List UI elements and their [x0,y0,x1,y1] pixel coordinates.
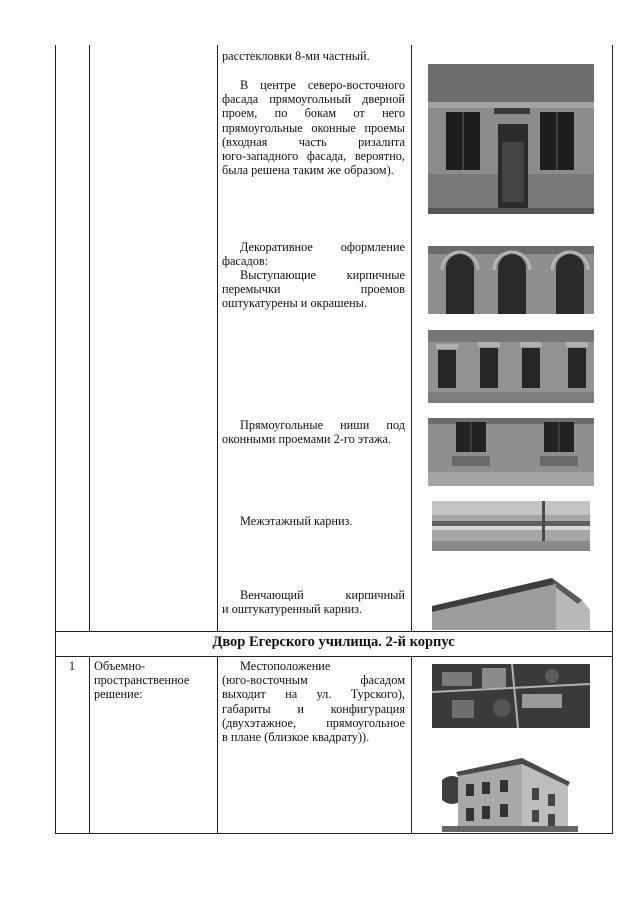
arched-windows-photo [428,246,594,314]
crowning-cornice-photo [432,570,590,630]
column-divider-3b [411,656,412,834]
facade-entrance-photo [428,64,594,214]
feature-label: Объемно- пространственное решение: [94,659,190,702]
window-niches-photo [428,418,594,486]
column-divider-2 [217,45,218,631]
window-lintels-photo [428,330,594,403]
paragraph-lintels: Выступающие кирпичные перемычки проемов оштукатурены и окрашены. [222,268,405,311]
paragraph-decoration: Декоративное оформление фасадов: [222,240,405,269]
table-border-bottom [55,833,613,834]
paragraph-glazing: расстекловки 8-ми частный. [222,49,370,63]
section-bottom-border [55,656,613,657]
aerial-map-photo [432,664,590,728]
row1-description: Местоположение (юго-восточным фасадом выходит на ул. Турского), габариты и конфигурация (двухэтажное, прямоугольное в плане (близкое квадрату)). [222,659,405,745]
building-view-photo [442,742,578,832]
column-divider-3 [411,45,412,631]
table-border-right [612,45,613,834]
column-divider-2b [217,656,218,834]
paragraph-entrance: В центре северо-восточного фасада прямоугольный дверной проем, по бокам от него прямоугольные оконные проемы (входная часть ризалита юго-западного фасада, вероятно, была решена таким же образом). [222,78,405,178]
paragraph-crowning-cornice: Венчающий кирпичный и оштукатуренный карниз. [222,588,405,617]
section-top-border [55,631,613,632]
column-divider-1 [89,45,90,631]
paragraph-niches: Прямоугольные ниши под оконными проемами 2-го этажа. [222,418,405,447]
section-title: Двор Егерского училища. 2-й корпус [212,634,455,650]
row-number: 1 [68,659,76,673]
interfloor-cornice-photo [432,501,590,551]
table-border-left [55,45,56,834]
paragraph-interfloor-cornice: Межэтажный карниз. [240,514,353,528]
column-divider-1b [89,656,90,834]
